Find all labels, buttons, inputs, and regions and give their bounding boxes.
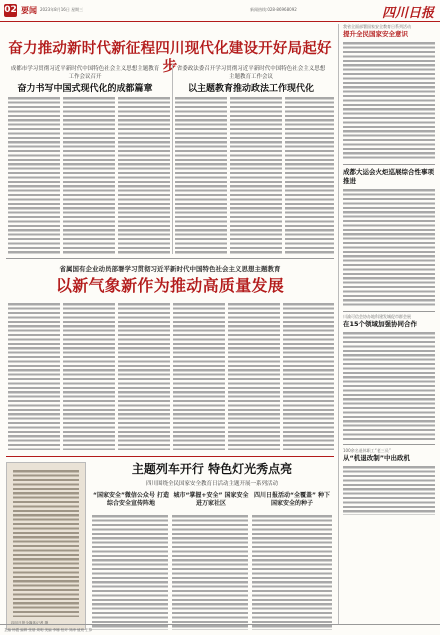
main-content	[6, 24, 334, 625]
text-column	[230, 96, 282, 254]
side-title-4: 在15个领域加强协同合作	[343, 320, 418, 329]
section-label: 要闻	[21, 6, 37, 15]
side-title-1: 提升全民国家安全意识	[343, 30, 408, 38]
side-title-2: 成都大运会火炬巡展综合性事项推进	[343, 167, 434, 185]
text-column	[8, 96, 60, 254]
header-date: 2023年8月16日 星期三	[40, 7, 84, 12]
page-header	[0, 0, 440, 22]
photo-credit: 四川日报全媒体记者 摄	[11, 621, 49, 625]
article-left-kicker: 成都市学习贯彻习近平新时代中国特色社会主义思想主题教育工作会议召开	[10, 66, 160, 80]
side-kicker: 我省全面部署国家安全教育日系列活动	[343, 24, 411, 29]
mid-title: 以新气象新作为推动高质量发展	[55, 276, 285, 295]
text-block	[343, 331, 435, 441]
text-column	[63, 302, 115, 450]
feature-col-title: 城市“掌握+安全” 国家安全进万家社区	[173, 492, 249, 507]
section-divider	[6, 258, 334, 259]
text-column	[285, 96, 334, 254]
text-column	[173, 302, 225, 450]
side-kicker-3: 川渝可信会协办地科建发城促市群会展	[343, 314, 411, 320]
page-footer: 主编 杨霞 编辑 张瑞 周明 美编 李娜 校对 刘涛 值班 王锋	[0, 624, 440, 635]
article-right-kicker: 省委政法委召开学习贯彻习近平新时代中国特色社会主义思想主题教育工作会议	[176, 66, 326, 80]
text-column	[92, 514, 168, 630]
mid-kicker: 省属国有企业动员部署学习贯彻习近平新时代中国特色社会主义思想主题教育	[59, 265, 281, 273]
text-column	[252, 514, 332, 630]
side-divider	[343, 311, 435, 312]
header-hotline: 新闻热线:028-86968092	[250, 7, 297, 12]
text-column	[8, 302, 60, 450]
column-divider	[172, 64, 173, 254]
article-left-title: 奋力书写中国式现代化的成都篇章	[17, 84, 153, 94]
feature-col-2	[172, 492, 250, 508]
side-title-5: 从“机退改制”中出政机	[343, 454, 411, 463]
text-block	[343, 188, 435, 308]
mid-headline	[6, 264, 334, 296]
feature-subtitle: 四川围绕全民国家安全教育日活动主题开展一系列活动	[145, 481, 278, 487]
text-block	[343, 465, 435, 515]
section-divider	[6, 456, 334, 457]
newspaper-logo: 四川日报	[381, 6, 434, 21]
feature-col-1	[92, 492, 170, 508]
text-column	[172, 514, 248, 630]
text-column	[63, 96, 115, 254]
text-column	[228, 302, 280, 450]
side-divider	[343, 444, 435, 445]
feature-photo-panel	[6, 462, 86, 630]
feature-headline	[90, 462, 334, 487]
page-number: 02	[4, 5, 17, 15]
feature-side-text	[13, 469, 79, 617]
article-left	[10, 64, 160, 95]
text-block	[343, 41, 435, 161]
text-column	[175, 96, 227, 254]
top-headline: 奋力推动新时代新征程四川现代化建设开好局起好步	[8, 41, 332, 75]
feature-col-title: 四川日报活动“全覆盖” 种下国家安全的种子	[254, 492, 330, 507]
text-column	[118, 302, 170, 450]
right-sidebar	[338, 24, 436, 624]
article-right-title: 以主题教育推动政法工作现代化	[187, 84, 314, 94]
text-column	[283, 302, 334, 450]
feature-title: 主题列车开行 特色灯光秀点亮	[131, 462, 293, 476]
side-kicker-5: 100余名退休职工“老三员”	[343, 448, 391, 454]
article-right	[176, 64, 326, 95]
feature-col-3	[252, 492, 332, 508]
text-column	[118, 96, 170, 254]
feature-col-title: “国家安全”微信公众号 打造综合安全宣传阵地	[93, 492, 169, 507]
side-divider	[343, 164, 435, 165]
